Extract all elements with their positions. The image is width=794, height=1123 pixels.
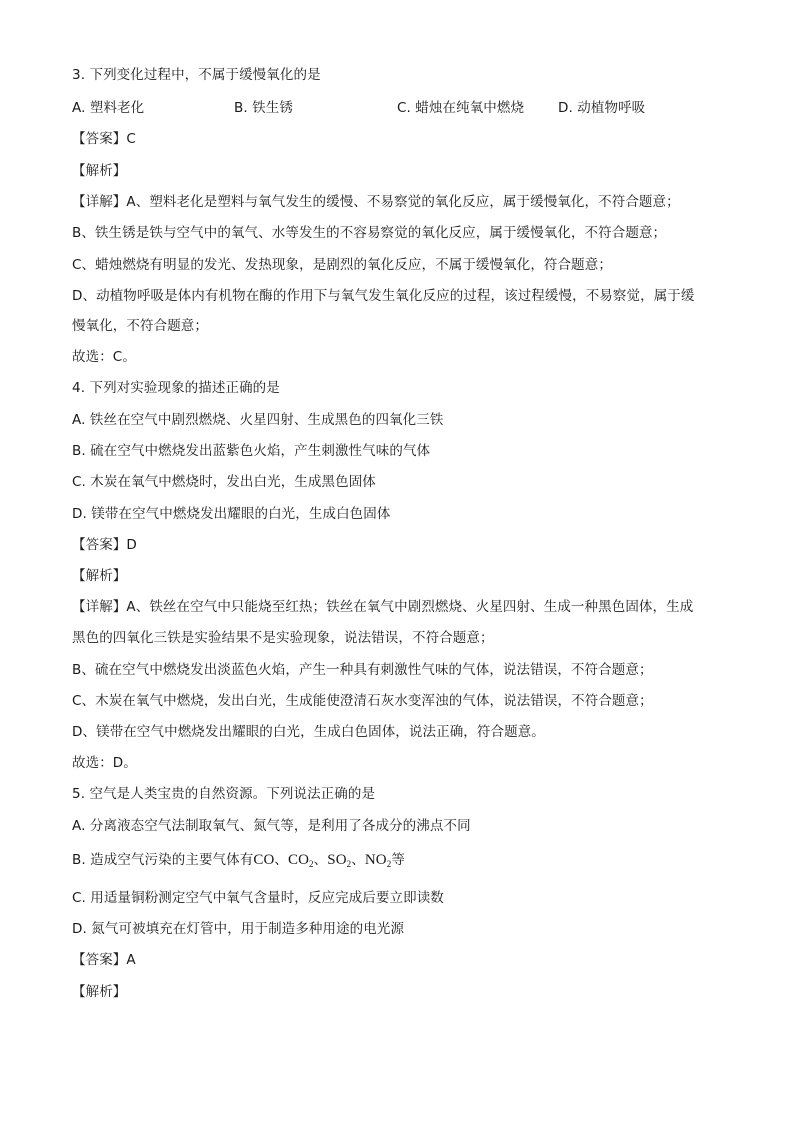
q4-conclusion: 故选：D。 xyxy=(72,755,137,771)
q3-detail-line-3: C、蜡烛燃烧有明显的发光、发热现象，是剧烈的氧化反应，不属于缓慢氧化，符合题意； xyxy=(72,257,612,273)
q4-detail-line-1: 【详解】A、铁丝在空气中只能烧至红热；铁丝在氧气中剧烈燃烧、火星四射、生成一种黑色固体，生成 xyxy=(72,599,694,615)
q3-option-b: B. 铁生锈 xyxy=(234,100,293,116)
q3-analysis-label: 【解析】 xyxy=(72,163,127,179)
formula-co2 xyxy=(288,852,314,868)
q3-conclusion: 故选：C。 xyxy=(72,349,136,365)
q5-option-a: A. 分离液态空气法制取氧气、氮气等，是利用了各成分的沸点不同 xyxy=(72,818,471,834)
separator: 、 xyxy=(351,852,365,868)
q4-detail-line-5: D、镁带在空气中燃烧发出耀眼的白光，生成白色固体，说法正确，符合题意。 xyxy=(72,724,545,740)
formula-no2-base: NO xyxy=(364,852,387,868)
q5-option-d: D. 氮气可被填充在灯管中，用于制造多种用途的电光源 xyxy=(72,921,405,937)
question-4-stem: 4. 下列对实验现象的描述正确的是 xyxy=(72,380,280,396)
q4-detail-line-2: 黑色的四氧化三铁是实验结果不是实验现象，说法错误，不符合题意； xyxy=(72,630,494,646)
formula-no2-subscript: 2 xyxy=(386,859,392,869)
formula-so2-subscript: 2 xyxy=(346,859,352,869)
formula-co: CO xyxy=(253,852,275,868)
q5-option-b-suffix: 等 xyxy=(391,852,405,868)
q3-option-a: A. 塑料老化 xyxy=(72,100,145,116)
q4-detail-line-4: C、木炭在氧气中燃烧，发出白光，生成能使澄清石灰水变浑浊的气体，说法错误，不符合题意； xyxy=(72,693,653,709)
question-3-stem: 3. 下列变化过程中，不属于缓慢氧化的是 xyxy=(72,67,321,83)
q3-detail-line-1: 【详解】A、塑料老化是塑料与氧气发生的缓慢、不易察觉的氧化反应，属于缓慢氧化，不符合题意； xyxy=(72,194,680,210)
q4-answer: 【答案】D xyxy=(72,537,137,553)
q4-option-b: B. 硫在空气中燃烧发出蓝紫色火焰，产生刺激性气味的气体 xyxy=(72,443,431,459)
formula-so2 xyxy=(327,852,351,868)
formula-co2-base: CO xyxy=(288,852,310,868)
q4-detail-line-3: B、硫在空气中燃烧发出淡蓝色火焰，产生一种具有刺激性气味的气体，说法错误，不符合题意； xyxy=(72,662,653,678)
q4-analysis-label: 【解析】 xyxy=(72,568,127,584)
formula-no2 xyxy=(365,852,391,868)
q5-option-c: C. 用适量铜粉测定空气中氧气含量时，反应完成后要立即读数 xyxy=(72,890,444,906)
q5-analysis-label: 【解析】 xyxy=(72,984,127,1000)
q3-detail-line-5: 慢氧化，不符合题意； xyxy=(72,318,208,334)
q3-answer: 【答案】C xyxy=(72,131,136,147)
q4-option-d: D. 镁带在空气中燃烧发出耀眼的白光，生成白色固体 xyxy=(72,506,391,522)
q4-option-a: A. 铁丝在空气中剧烈燃烧、火星四射、生成黑色的四氧化三铁 xyxy=(72,412,444,428)
formula-so2-base: SO xyxy=(327,852,347,868)
separator: 、 xyxy=(313,852,328,868)
q5-option-b-prefix: B. 造成空气污染的主要气体有 xyxy=(72,852,254,868)
formula-co2-subscript: 2 xyxy=(309,859,314,869)
separator: 、 xyxy=(274,852,288,868)
q3-detail-line-4: D、动植物呼吸是体内有机物在酶的作用下与氧气发生氧化反应的过程，该过程缓慢，不易察觉，属于缓 xyxy=(72,288,695,304)
question-5-stem: 5. 空气是人类宝贵的自然资源。下列说法正确的是 xyxy=(72,786,376,802)
q3-option-c: C. 蜡烛在纯氧中燃烧 xyxy=(397,100,525,116)
q3-option-d: D. 动植物呼吸 xyxy=(558,100,646,116)
q5-answer: 【答案】A xyxy=(72,952,136,968)
q5-option-b xyxy=(72,851,405,873)
q3-detail-line-2: B、铁生锈是铁与空气中的氧气、水等发生的不容易察觉的氧化反应，属于缓慢氧化，不符合题意； xyxy=(72,225,667,241)
q4-option-c: C. 木炭在氧气中燃烧时，发出白光，生成黑色固体 xyxy=(72,474,376,490)
